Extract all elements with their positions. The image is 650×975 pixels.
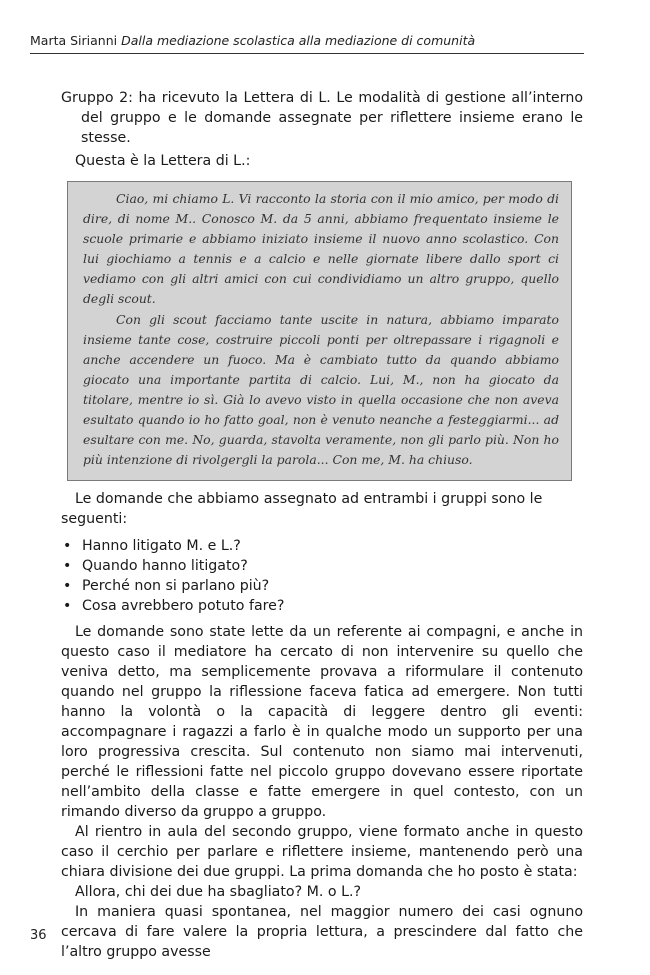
letter-paragraph-2: Con gli scout facciamo tante uscite in natura, abbiamo imparato insieme tante cose, costruire piccoli ponti per oltrepassare i rigagnoli e anche accendere un fuoco. Ma è cambiato tutto da quando abbiamo giocato una importante partita di calcio. Lui, M., non ha giocato da titolare, mentre io sì. Già lo avevo visto in quella occasione che non aveva esultato quando io ho fatto goal, non è venuto neanche a festeggiarmi... ad esultare con me. No, guarda, stavolta veramente, non gli parlo più. Non ho più intenzione di rivolgergli la parola... Con me, M. ha chiuso. — [83, 311, 559, 468]
bullet-icon: • — [63, 578, 72, 595]
header-author: Marta Sirianni — [30, 33, 118, 48]
page-content — [61, 88, 583, 962]
question-text: Quando hanno litigato? — [82, 558, 248, 575]
list-item — [61, 536, 583, 556]
question-text: Hanno litigato M. e L.? — [82, 538, 241, 555]
running-header — [30, 33, 584, 54]
gruppo2-paragraph: Gruppo 2: ha ricevuto la Lettera di L. Le modalità di gestione all’interno del gruppo e le domande assegnate per riflettere insieme erano le stesse. — [61, 90, 583, 146]
letter-paragraph-1: Ciao, mi chiamo L. Vi racconto la storia con il mio amico, per modo di dire, di nome M.. Conosco M. da 5 anni, abbiamo frequentato insieme le scuole primarie e abbiamo iniziato insieme il nuovo anno scolastico. Con lui giochiamo a tennis e a calcio e nelle giornate libere dallo sport ci vediamo con gli altri amici con cui condividiamo un altro gruppo, quello degli scout. — [83, 191, 559, 307]
body-paragraph-4: In maniera quasi spontanea, nel maggior numero dei casi ognuno cercava di fare valere la propria lettura, a prescindere dal fatto che l’altro gruppo avesse — [61, 904, 583, 961]
bullet-icon: • — [63, 538, 72, 555]
body-paragraph-2: Al rientro in aula del secondo gruppo, viene formato anche in questo caso il cerchio per parlare e riflettere insieme, mantenendo però una chiara divisione dei due gruppi. La prima domanda che ho posto è stata: — [61, 824, 583, 881]
list-item — [61, 596, 583, 616]
bullet-icon: • — [63, 598, 72, 615]
list-item — [61, 576, 583, 596]
body-paragraph-1: Le domande sono state lette da un referente ai compagni, e anche in questo caso il mediatore ha cercato di non intervenire su quello che veniva detto, ma semplicemente provava a riformulare il contenuto quando nel gruppo la riflessione faceva fatica ad emergere. Non tutti hanno la volontà o la capacità di leggere dentro gli eventi: accompagnare i ragazzi a farlo è in qualche modo un supporto per una loro progressiva crescita. Sul contenuto non siamo mai intervenuti, perché le riflessioni fatte nel piccolo gruppo dovevano essere riportate nell’ambito della classe e fatte emergere in quel contesto, con un rimando diverso da gruppo a gruppo. — [61, 624, 583, 821]
question-text: Perché non si parlano più? — [82, 578, 270, 595]
page-number: 36 — [30, 928, 47, 943]
questions-list — [61, 536, 583, 616]
question-text: Cosa avrebbero potuto fare? — [82, 598, 285, 615]
letter-box — [67, 181, 572, 481]
bullet-icon: • — [63, 558, 72, 575]
list-item — [61, 556, 583, 576]
questions-intro: Le domande che abbiamo assegnato ad entrambi i gruppi sono le seguenti: — [61, 491, 543, 528]
header-title: Dalla mediazione scolastica alla mediazione di comunità — [121, 33, 476, 48]
letter-intro-label: Questa è la Lettera di L.: — [75, 153, 251, 169]
body-paragraph-3: Allora, chi dei due ha sbagliato? M. o L.? — [75, 884, 362, 901]
